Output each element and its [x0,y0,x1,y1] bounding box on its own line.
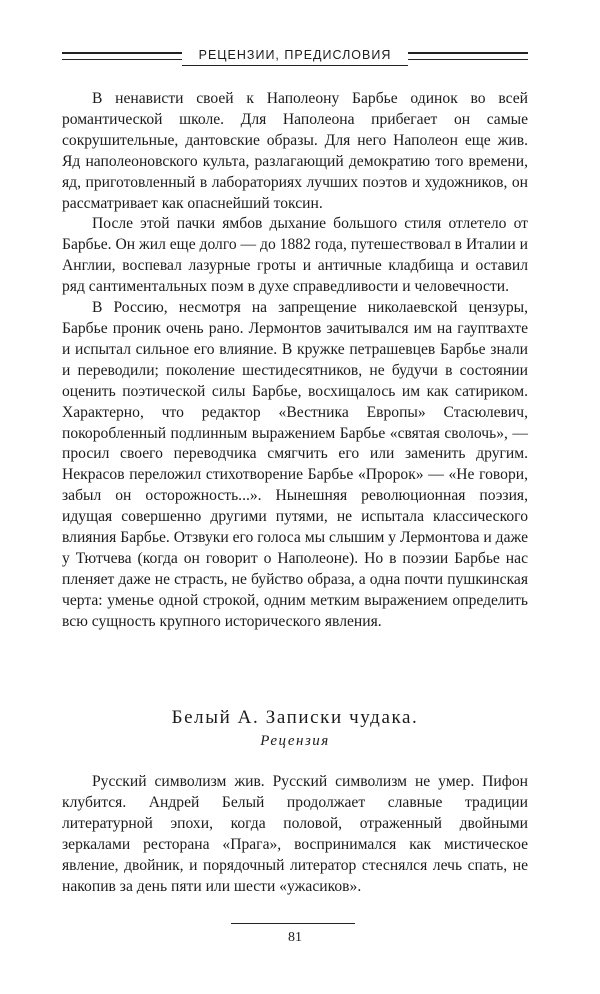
review-body [62,772,528,897]
article-body-barbier [62,89,528,633]
paragraph: После этой пачки ямбов дыхание большого стиля отлетело от Барбье. Он жил еще долго — до 1882 года, путешествовал в Италии и Англии, воспевал лазурные гроты и античные кладбища и оставил ряд сантиментальных поэм в духе справедливости и человечности. [62,215,528,296]
paragraph: В Россию, несмотря на запрещение николаевской цензуры, Барбье проник очень рано. Лермонтов зачитывался им на гауптвахте и испытал сильное его влияние. В кружке петрашевцев Барбье знали и переводили; поколение шестидесятников, не будучи в состоянии оценить поэтической силы Барбье, восхищалось им как сатириком. Характерно, что редактор «Вестника Европы» Стасюлевич, покоробленный подлинным выражением Барбье «святая сволочь», — просил своего переводчика смягчить его или заменить другим. Некрасов переложил стихотворение Барбье «Пророк» — «Не говори, забыл он осторожность...». Нынешняя революционная поэзия, идущая совершенно другими путями, не испытала классического влияния Барбье. Отзвуки его голоса мы слышим у Лермонтова и даже у Тютчева (когда он говорит о Наполеоне). Но в поэзии Барбье нас пленяет даже не страсть, не буйство образа, а одна почти пушкинская черта: уменье одной строкой, одним метким выражением определить всю сущность крупного исторического явления. [62,299,528,630]
running-head [62,46,528,68]
paragraph: Русский символизм жив. Русский символизм не умер. Пифон клубится. Андрей Белый продолжает славные традиции литературной эпохи, когда половой, отраженный двойными зеркалами ресторана «Прага», воспринимался как мистическое явление, двойник, и порядочный литератор стеснялся лечь спать, не накопив за день пяти или шести «ужасиков». [62,773,528,895]
running-head-rule-left [62,52,182,60]
running-head-title: РЕЦЕНЗИИ, ПРЕДИСЛОВИЯ [198,48,392,62]
footer-rule [231,923,355,924]
running-head-underline [182,65,408,66]
paragraph: В ненависти своей к Наполеону Барбье одинок во всей романтической школе. Для Наполеона прибегает он самые сокрушительные, дантовские образы. Для него Наполеон еще жив. Яд наполеоновского культа, разлагающий демократию того времени, яд, приготовленный в лабораториях лучших поэтов и художников, он рассматривает как опаснейший токсин. [62,90,528,212]
review-title: Белый А. Записки чудака. [171,707,419,728]
page-number: 81 [288,930,302,945]
running-head-rule-right [408,52,528,60]
review-subtitle: Рецензия [260,733,330,749]
